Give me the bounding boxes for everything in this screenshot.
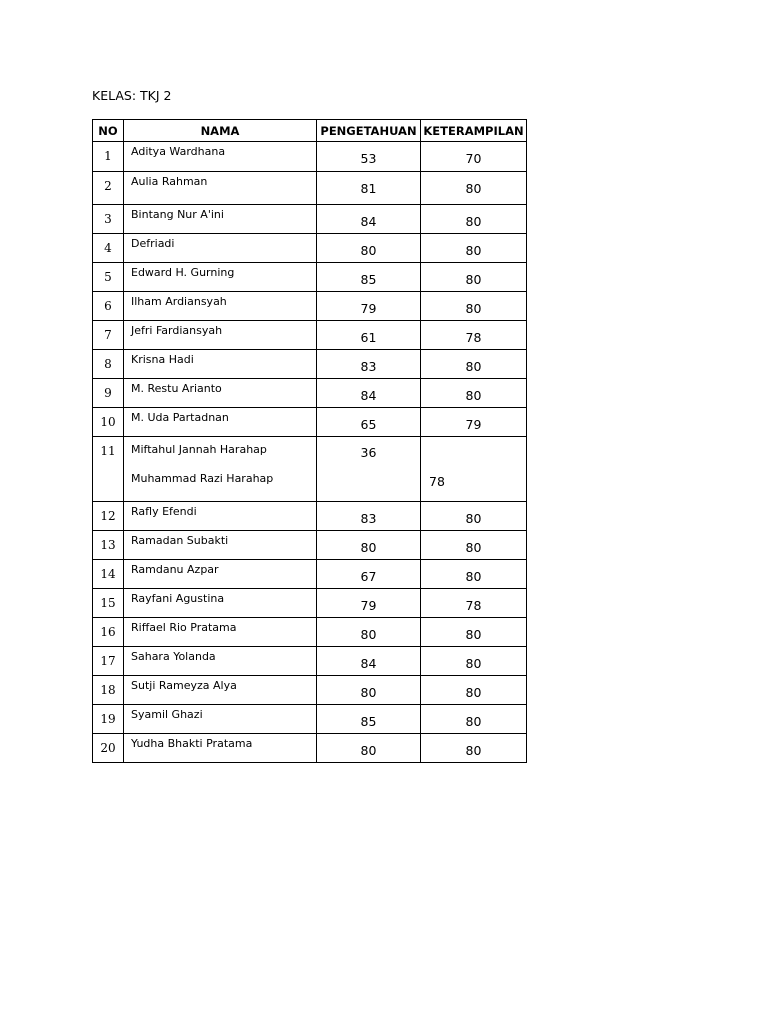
cell-no: 13 (93, 531, 124, 560)
cell-nama: Krisna Hadi (124, 350, 317, 379)
cell-nama: M. Restu Arianto (124, 379, 317, 408)
cell-pengetahuan: 61 (317, 321, 421, 350)
cell-no: 3 (93, 205, 124, 234)
table-row (93, 350, 527, 379)
cell-pengetahuan: 85 (317, 705, 421, 734)
table-row (93, 705, 527, 734)
cell-nama: Syamil Ghazi (124, 705, 317, 734)
cell-no: 6 (93, 292, 124, 321)
cell-keterampilan: 80 (421, 379, 527, 408)
cell-nama: Ilham Ardiansyah (124, 292, 317, 321)
cell-pengetahuan: 81 (317, 172, 421, 205)
cell-no: 12 (93, 502, 124, 531)
header-pengetahuan: PENGETAHUAN (317, 120, 421, 142)
cell-keterampilan: 80 (421, 172, 527, 205)
cell-keterampilan: 80 (421, 350, 527, 379)
table-row (93, 531, 527, 560)
cell-nama: Ramadan Subakti (124, 531, 317, 560)
cell-keterampilan: 78 (421, 437, 527, 502)
cell-no: 9 (93, 379, 124, 408)
cell-no: 5 (93, 263, 124, 292)
table-header-row (93, 120, 527, 142)
cell-nama: Riffael Rio Pratama (124, 618, 317, 647)
cell-nama-line-1: Miftahul Jannah Harahap (131, 443, 267, 456)
cell-keterampilan: 80 (421, 618, 527, 647)
header-nama: NAMA (124, 120, 317, 142)
cell-nama: Jefri Fardiansyah (124, 321, 317, 350)
table-row (93, 647, 527, 676)
cell-pengetahuan: 67 (317, 560, 421, 589)
class-label: KELAS: TKJ 2 (92, 88, 172, 103)
table-row (93, 560, 527, 589)
table-row (93, 263, 527, 292)
cell-nama: Aulia Rahman (124, 172, 317, 205)
cell-pengetahuan: 80 (317, 234, 421, 263)
table-row (93, 734, 527, 763)
cell-nama: M. Uda Partadnan (124, 408, 317, 437)
cell-nama: Bintang Nur A'ini (124, 205, 317, 234)
cell-pengetahuan: 83 (317, 502, 421, 531)
cell-pengetahuan: 36 (317, 437, 421, 502)
cell-no: 1 (93, 142, 124, 172)
cell-keterampilan: 80 (421, 676, 527, 705)
cell-keterampilan: 80 (421, 734, 527, 763)
table-row (93, 502, 527, 531)
cell-nama: Ramdanu Azpar (124, 560, 317, 589)
cell-pengetahuan: 80 (317, 676, 421, 705)
cell-pengetahuan: 80 (317, 531, 421, 560)
cell-pengetahuan: 85 (317, 263, 421, 292)
cell-nama: Sutji Rameyza Alya (124, 676, 317, 705)
cell-pengetahuan: 53 (317, 142, 421, 172)
cell-nama: Sahara Yolanda (124, 647, 317, 676)
cell-pengetahuan: 80 (317, 618, 421, 647)
table-row (93, 142, 527, 172)
cell-pengetahuan: 84 (317, 379, 421, 408)
header-no: NO (93, 120, 124, 142)
header-keterampilan: KETERAMPILAN (421, 120, 527, 142)
cell-no: 18 (93, 676, 124, 705)
table-row (93, 321, 527, 350)
table-row (93, 379, 527, 408)
cell-no: 16 (93, 618, 124, 647)
grades-table (92, 119, 527, 763)
cell-pengetahuan: 79 (317, 589, 421, 618)
cell-pengetahuan: 80 (317, 734, 421, 763)
cell-no: 20 (93, 734, 124, 763)
cell-nama-line-2: Muhammad Razi Harahap (131, 472, 274, 485)
cell-no: 14 (93, 560, 124, 589)
cell-keterampilan: 78 (421, 589, 527, 618)
cell-nama (124, 437, 317, 502)
cell-pengetahuan: 84 (317, 205, 421, 234)
cell-nama: Rafly Efendi (124, 502, 317, 531)
cell-pengetahuan: 83 (317, 350, 421, 379)
table-row (93, 234, 527, 263)
cell-pengetahuan: 65 (317, 408, 421, 437)
cell-nama: Rayfani Agustina (124, 589, 317, 618)
cell-no: 2 (93, 172, 124, 205)
cell-no: 8 (93, 350, 124, 379)
cell-nama: Defriadi (124, 234, 317, 263)
cell-no: 15 (93, 589, 124, 618)
cell-no: 10 (93, 408, 124, 437)
table-row (93, 618, 527, 647)
table-row (93, 676, 527, 705)
table-row (93, 292, 527, 321)
cell-keterampilan: 80 (421, 502, 527, 531)
cell-nama: Aditya Wardhana (124, 142, 317, 172)
cell-keterampilan: 79 (421, 408, 527, 437)
cell-no: 19 (93, 705, 124, 734)
cell-pengetahuan: 84 (317, 647, 421, 676)
cell-keterampilan: 80 (421, 234, 527, 263)
cell-no: 17 (93, 647, 124, 676)
cell-no: 4 (93, 234, 124, 263)
cell-keterampilan: 80 (421, 705, 527, 734)
cell-keterampilan: 80 (421, 263, 527, 292)
table-row (93, 589, 527, 618)
cell-keterampilan: 80 (421, 531, 527, 560)
cell-keterampilan: 70 (421, 142, 527, 172)
table-row (93, 437, 527, 502)
cell-pengetahuan: 79 (317, 292, 421, 321)
cell-no: 11 (93, 437, 124, 502)
table-row (93, 205, 527, 234)
table-row (93, 172, 527, 205)
table-row (93, 408, 527, 437)
cell-keterampilan: 80 (421, 205, 527, 234)
cell-nama: Yudha Bhakti Pratama (124, 734, 317, 763)
cell-no: 7 (93, 321, 124, 350)
cell-keterampilan: 80 (421, 560, 527, 589)
cell-keterampilan: 78 (421, 321, 527, 350)
cell-keterampilan: 80 (421, 647, 527, 676)
cell-keterampilan: 80 (421, 292, 527, 321)
cell-nama: Edward H. Gurning (124, 263, 317, 292)
